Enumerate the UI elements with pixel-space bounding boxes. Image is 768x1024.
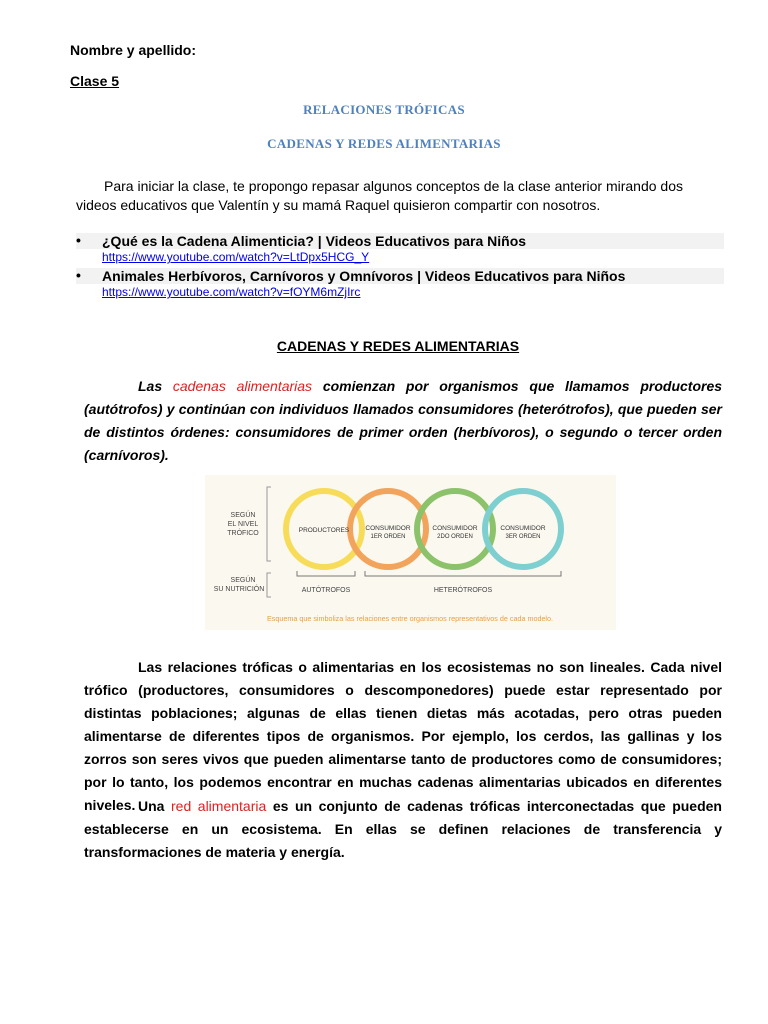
bracket-autotrofos (297, 571, 355, 576)
para2-text: Las relaciones tróficas o alimentarias en los ecosistemas no son lineales. Cada nivel trófico (productores, consumidores o descomponedores) puede estar representado por distintas poblaciones; algunas de ellas tienen dietas más acotadas, pero otras pueden alimentarse de diferentes tipos de organismos. Por ejemplo, los cerdos, las gallinas y los zorros son seres vivos que pueden alimentarse tanto de productores como de consumidores; por lo tanto, los podemos encontrar en muchas cadenas alimentarias ubicados en diferentes niveles. (84, 659, 722, 813)
section-title: CADENAS Y REDES ALIMENTARIAS (276, 338, 520, 354)
para3-highlight: red alimentaria (171, 798, 267, 814)
ring-label-c3-a: CONSUMIDOR (500, 525, 546, 532)
ring-label-c3-b: 3ER ORDEN (505, 534, 541, 540)
bullet-icon: • (76, 267, 81, 283)
label-nutricion-1: SEGÚN (230, 577, 256, 584)
para1-prefix: Las (138, 378, 173, 394)
para1-highlight: cadenas alimentarias (172, 378, 313, 394)
paragraph-relaciones (84, 656, 722, 817)
label-autotrofos: AUTÓTROFOS (301, 587, 351, 594)
video-title-2: Animales Herbívoros, Carnívoros y Omnívoros | Videos Educativos para Niños (102, 268, 626, 284)
main-title: RELACIONES TRÓFICAS (303, 102, 465, 117)
ring-label-productores: PRODUCTORES (298, 527, 350, 534)
bracket-nutricion (267, 573, 271, 597)
label-nutricion-2: SU NUTRICIÓN (213, 586, 265, 593)
label-nivel-3: TRÓFICO (227, 530, 259, 537)
trophic-diagram (205, 475, 616, 630)
intro-line-2: videos educativos que Valentín y su mamá Raquel quisieron compartir con nosotros. (76, 197, 601, 213)
ring-label-c2-a: CONSUMIDOR (432, 525, 478, 532)
ring-label-c1-a: CONSUMIDOR (365, 525, 411, 532)
bracket-heterotrofos (365, 571, 561, 576)
paragraph-red (84, 795, 722, 864)
class-label: Clase 5 (70, 73, 120, 89)
sub-title: CADENAS Y REDES ALIMENTARIAS (267, 136, 501, 151)
bracket-nivel (267, 487, 271, 561)
label-nivel-2: EL NIVEL (227, 521, 259, 528)
para1-rest: comienzan por organismos que llamamos productores (autótrofos) y continúan con individuos llamados consumidores (heterótrofos), que pueden ser de distintos órdenes: consumidores de primer orden (herbívoros), o segundo o tercer orden (carnívoros). (84, 378, 723, 463)
video-link-2[interactable]: https://www.youtube.com/watch?v=fOYM6mZjIrc (102, 285, 361, 299)
para3-rest: es un conjunto de cadenas tróficas interconectadas que pueden establecerse en un ecosistema. En ellas se definen relaciones de transferencia y transformaciones de materia y energía. (84, 798, 722, 860)
name-label: Nombre y apellido: (70, 42, 197, 58)
label-nivel-1: SEGÚN (230, 512, 256, 519)
trophic-diagram-svg (205, 475, 616, 630)
intro-line-1: Para iniciar la clase, te propongo repasar algunos conceptos de la clase anterior mirando dos (104, 178, 684, 194)
intro-paragraph (76, 177, 726, 215)
ring-label-c2-b: 2DO ORDEN (437, 534, 473, 540)
para3-prefix: Una (138, 798, 171, 814)
video-title-1: ¿Qué es la Cadena Alimenticia? | Videos Educativos para Niños (102, 233, 527, 249)
label-heterotrofos: HETERÓTROFOS (433, 587, 493, 594)
diagram-caption: Esquema que simboliza las relaciones entre organismos representativos de cada modelo. (266, 614, 554, 623)
bullet-icon: • (76, 232, 81, 248)
ring-label-c1-b: 1ER ORDEN (370, 534, 406, 540)
video-link-1[interactable]: https://www.youtube.com/watch?v=LtDpx5HCG_Y (102, 250, 370, 264)
paragraph-cadenas (84, 375, 722, 467)
